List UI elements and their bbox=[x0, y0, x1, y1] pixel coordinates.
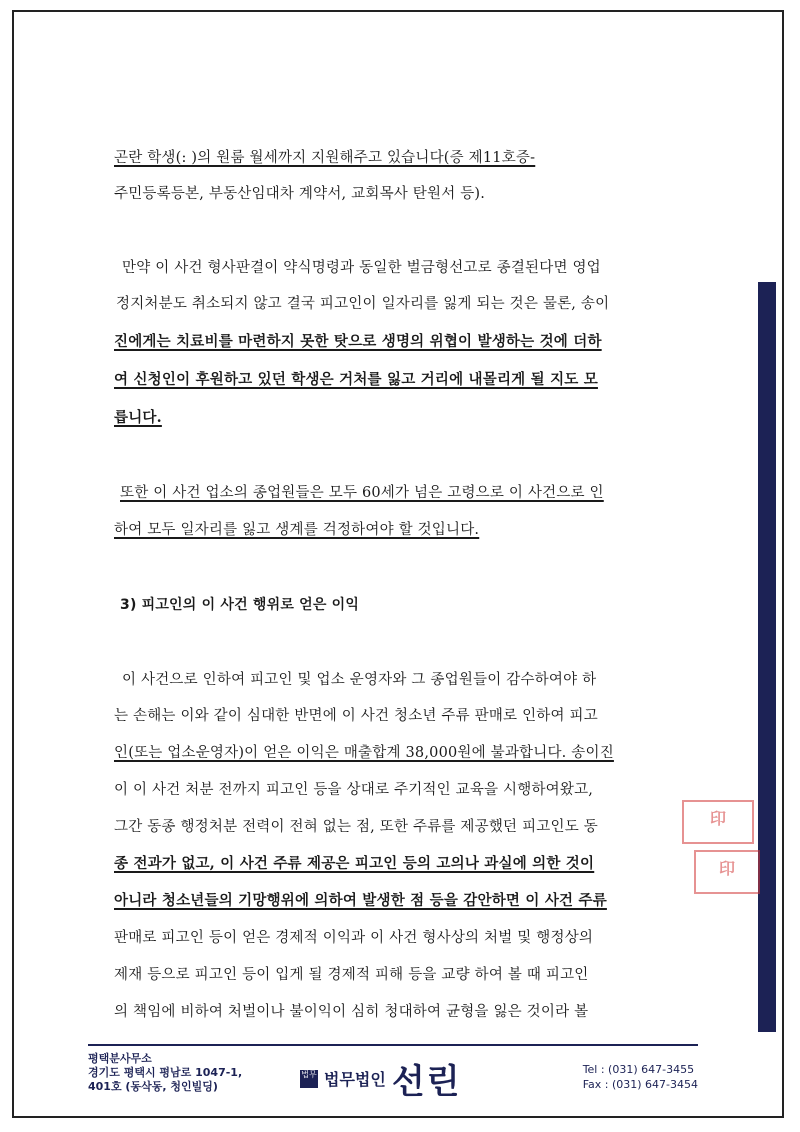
side-accent-bar bbox=[758, 282, 776, 1032]
text-line: 이 사건으로 인하여 피고인 및 업소 운영자와 그 종업원들이 감수하여야 하 bbox=[122, 672, 597, 688]
text-line bbox=[114, 146, 535, 167]
text-segment: 종 전과가 없고, 이 사건 주류 제공은 피고인 등의 고의나 과실에 의한 것이 bbox=[114, 855, 595, 872]
text-line: 이 이 사건 처분 전까지 피고인 등을 상대로 주기적인 교육을 시행하여왔고, bbox=[114, 782, 594, 798]
text-line bbox=[114, 741, 614, 762]
text-line bbox=[114, 518, 479, 539]
text-line: 주민등록등본, 부동산임대차 계약서, 교회목사 탄원서 등). bbox=[114, 186, 486, 202]
text-line bbox=[114, 852, 594, 873]
office-info bbox=[88, 1052, 242, 1094]
fax-number: Fax : (031) 647-3454 bbox=[582, 1078, 698, 1091]
contact-info bbox=[583, 1062, 698, 1092]
text-line: 만약 이 사건 형사판결이 약식명령과 동일한 벌금형선고로 종결된다면 영업 bbox=[122, 260, 601, 276]
text-segment: 여 신청인이 후원하고 있던 학생은 거처를 잃고 거리에 내몰리게 될 지도 모 bbox=[114, 371, 598, 388]
text-line bbox=[114, 889, 607, 910]
text-line bbox=[114, 406, 162, 427]
text-segment: 인(또는 업소운영자)이 얻은 이익은 매출합계 38,000원에 불과합니다. 송이진 bbox=[114, 745, 614, 761]
firm-name: 선린 bbox=[391, 1062, 462, 1102]
text-line bbox=[114, 330, 602, 351]
firm-logo-icon: 법무 bbox=[300, 1070, 318, 1088]
text-segment: 진에게는 치료비를 마련하지 못한 탓으로 생명의 위협이 발생하는 것에 더하 bbox=[114, 333, 602, 350]
text-line: 판매로 피고인 등이 얻은 경제적 이익과 이 사건 형사상의 처벌 및 행정상의 bbox=[114, 930, 594, 946]
text-line: 그간 동종 행정처분 전력이 전혀 없는 점, 또한 주류를 제공했던 피고인도 동 bbox=[114, 819, 598, 835]
text-line: 의 책임에 비하여 처벌이나 불이익이 심히 청대하여 균형을 잃은 것이라 볼 bbox=[114, 1004, 589, 1020]
office-title: 평택분사무소 bbox=[88, 1052, 152, 1065]
seal-stamp: 印 bbox=[694, 850, 760, 894]
text-segment: 곤란 학생(: )의 원룸 월세까지 지원해주고 있습니다(증 제11호증- bbox=[114, 150, 536, 166]
text-line: 는 손해는 이와 같이 심대한 반면에 이 사건 청소년 주류 판매로 인하여 피고 bbox=[114, 708, 598, 724]
text-segment: 또한 이 사건 업소의 종업원들은 모두 60세가 넘은 고령으로 이 사건으로 인 bbox=[120, 485, 604, 501]
tel-number: Tel : (031) 647-3455 bbox=[582, 1063, 695, 1076]
seal-stamp: 印 bbox=[682, 800, 754, 844]
text-segment: 릅니다. bbox=[114, 409, 162, 426]
text-line: 정지처분도 취소되지 않고 결국 피고인이 일자리를 잃게 되는 것은 물론, 송이 bbox=[116, 296, 610, 312]
office-address-line: 경기도 평택시 평남로 1047-1, bbox=[88, 1066, 243, 1079]
firm-prefix: 법무법인 bbox=[324, 1070, 386, 1089]
section-heading: 3) 피고인의 이 사건 행위로 얻은 이익 bbox=[120, 597, 360, 613]
office-address-line: 401호 (동삭동, 청인빌딩) bbox=[88, 1080, 218, 1093]
firm-brand bbox=[300, 1054, 462, 1103]
text-line bbox=[114, 368, 598, 389]
text-line bbox=[120, 481, 604, 502]
text-segment: 아니라 청소년들의 기망행위에 의하여 발생한 점 등을 감안하면 이 사건 주류 bbox=[114, 892, 607, 909]
text-segment: 하여 모두 일자리를 잃고 생계를 걱정하여야 할 것입니다. bbox=[114, 522, 480, 538]
text-line: 제재 등으로 피고인 등이 입게 될 경제적 피해 등을 교량 하여 볼 때 피고인 bbox=[114, 967, 589, 983]
letterhead-footer bbox=[88, 1044, 698, 1106]
page-frame bbox=[12, 10, 784, 1118]
